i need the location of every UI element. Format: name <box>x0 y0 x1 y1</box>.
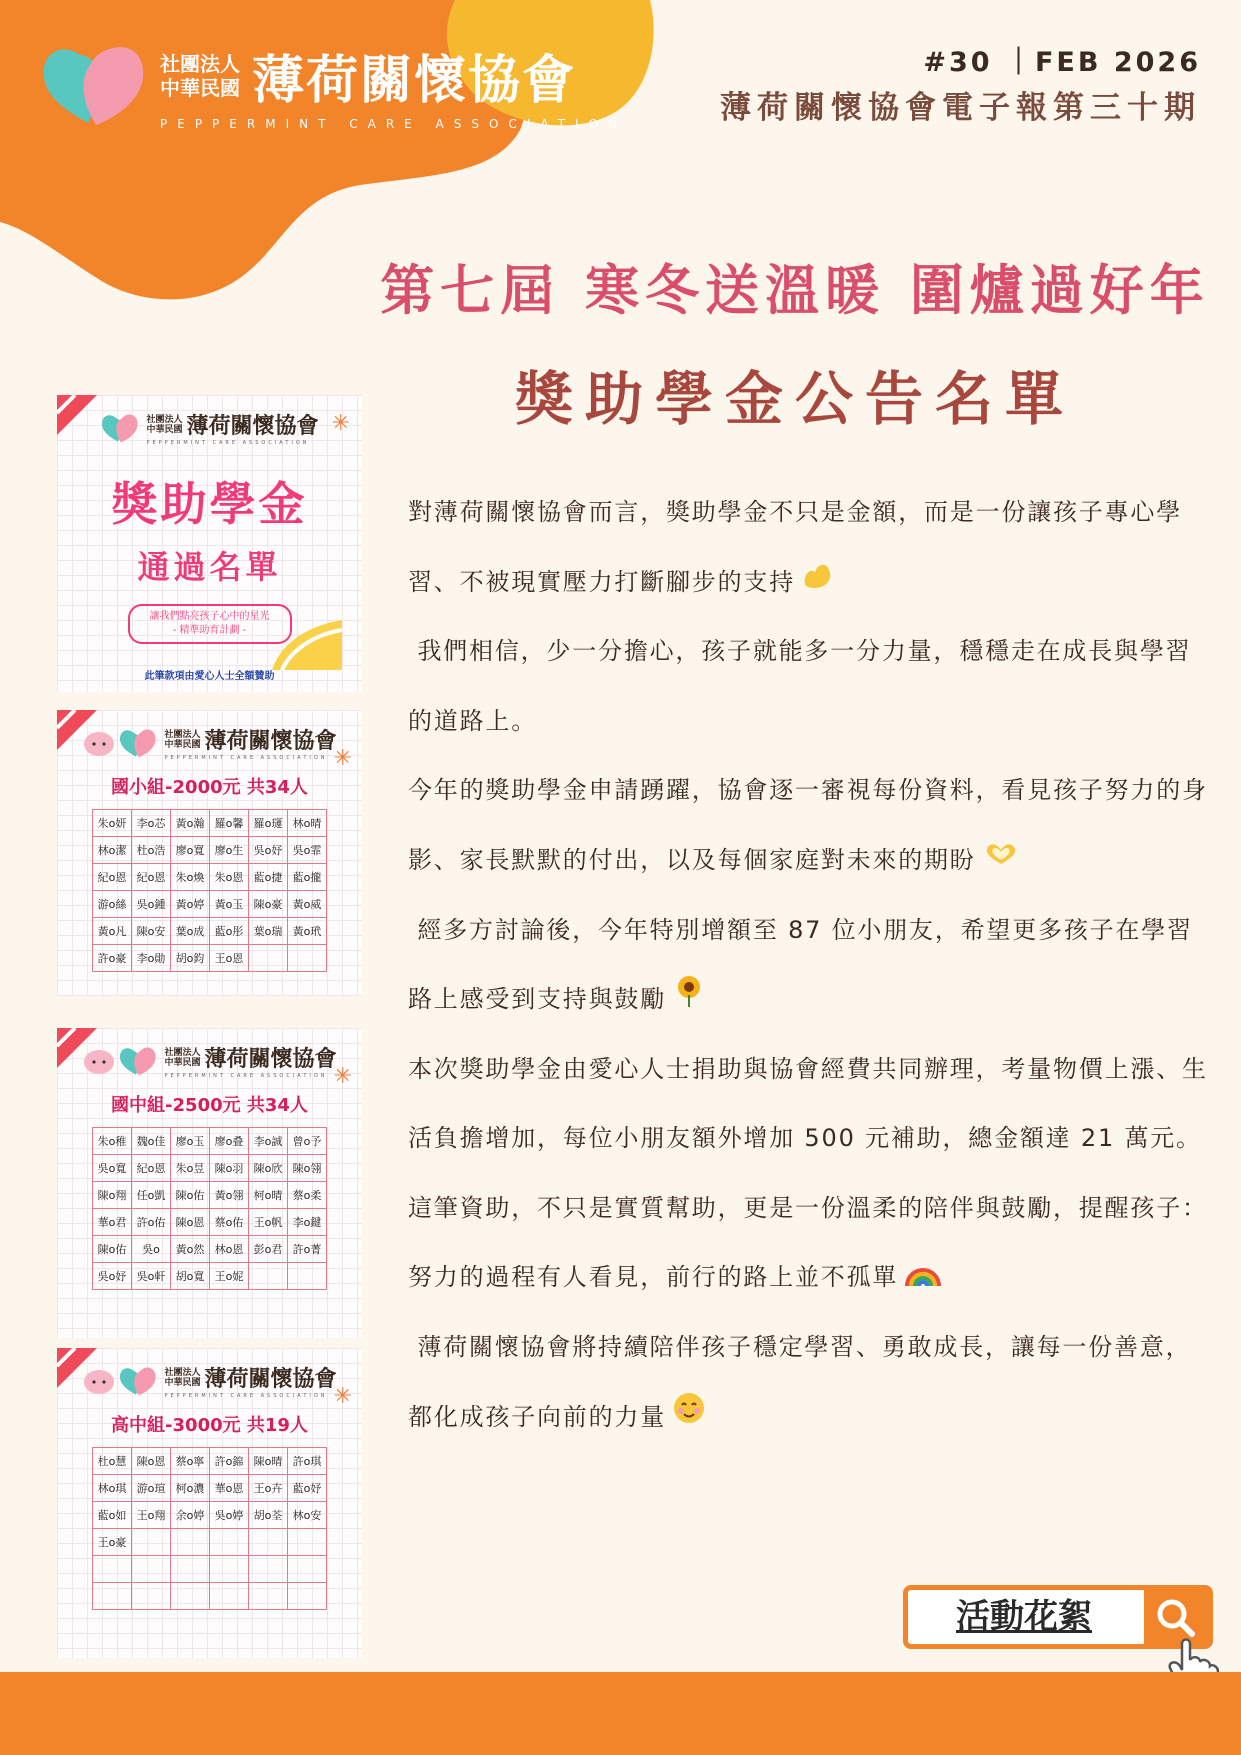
mini-org-prefix2: 中華民國 <box>164 1057 201 1068</box>
cover-pill <box>128 604 292 644</box>
name-cell: 李o誠 <box>249 1128 288 1155</box>
corner-stripes-icon <box>57 710 103 756</box>
name-cell: 許o菁 <box>288 1236 327 1263</box>
issue-subtitle: 薄荷關懷協會電子報第三十期 <box>720 90 1201 126</box>
name-cell: 王o帆 <box>249 1209 288 1236</box>
name-cell: 陳o翎 <box>288 1155 327 1182</box>
name-cell: 陳o佑 <box>93 1236 132 1263</box>
name-cell: 吳o寬 <box>93 1155 132 1182</box>
name-cell: 林o潔 <box>93 837 132 864</box>
name-cell: 陳o恩 <box>132 1448 171 1475</box>
mini-org-name: 薄荷關懷協會 <box>186 414 319 439</box>
table-row <box>93 1182 327 1209</box>
name-cell <box>132 1529 171 1556</box>
paragraph-4: 經多方討論後，今年特別增額至 87 位小朋友，希望更多孩子在學習路上感受到支持與鼓勵 <box>408 896 1214 1035</box>
cover-title: 獎助學金 <box>111 477 308 531</box>
name-cell: 羅o璭 <box>249 810 288 837</box>
org-prefix-line2: 中華民國 <box>160 75 240 100</box>
name-cell: 彭o君 <box>249 1236 288 1263</box>
name-cell: 黃o威 <box>288 891 327 918</box>
cover-card <box>57 395 362 692</box>
sparkle-icon: ✳ <box>331 411 350 436</box>
table-row <box>93 1583 327 1610</box>
sparkle-icon: ✳ <box>333 1384 352 1409</box>
name-cell: 陳o佑 <box>171 1182 210 1209</box>
name-cell: 王o妮 <box>210 1263 249 1290</box>
name-cell: 黃o婷 <box>171 891 210 918</box>
list-card-senior-high <box>57 1348 362 1658</box>
name-cell: 藍o妤 <box>288 1475 327 1502</box>
mini-org-prefix1: 社團法人 <box>146 414 183 425</box>
paragraph-1: 對薄荷關懷協會而言，獎助學金不只是金額，而是一份讓孩子專心學習、不被現實壓力打斷腳步的支持 <box>408 478 1214 617</box>
name-cell: 藍o如 <box>93 1502 132 1529</box>
name-cell: 杜o慧 <box>93 1448 132 1475</box>
name-cell: 許o琪 <box>288 1448 327 1475</box>
cover-pill-line1: 讓我們點亮孩子心中的星光 <box>149 611 270 622</box>
name-cell: 蔡o佑 <box>210 1209 249 1236</box>
name-cell: 蔡o寧 <box>171 1448 210 1475</box>
name-cell <box>171 1583 210 1610</box>
name-cell <box>288 1263 327 1290</box>
name-cell: 黃o翎 <box>210 1182 249 1209</box>
org-prefix-line1: 社團法人 <box>160 51 240 76</box>
name-cell: 紀o恩 <box>132 864 171 891</box>
name-cell: 李o芯 <box>132 810 171 837</box>
name-cell <box>210 1556 249 1583</box>
table-row <box>93 891 327 918</box>
name-cell <box>249 945 288 972</box>
name-cell: 游o絲 <box>93 891 132 918</box>
name-cell <box>93 1556 132 1583</box>
name-cell: 廖o玉 <box>171 1128 210 1155</box>
heart-logo-icon <box>118 728 158 758</box>
name-cell: 葉o瑞 <box>249 918 288 945</box>
name-cell: 柯o濃 <box>171 1475 210 1502</box>
name-cell: 許o佑 <box>132 1209 171 1236</box>
table-row <box>93 1448 327 1475</box>
cover-pill-line2: - 精準助育計劃 - <box>172 625 247 636</box>
page-title: 第七屆 寒冬送溫暖 圍爐過好年 <box>380 259 1210 322</box>
cover-note: 此筆款項由愛心人士全額贊助 <box>144 671 275 682</box>
name-cell: 黃o然 <box>171 1236 210 1263</box>
name-cell: 任o凱 <box>132 1182 171 1209</box>
name-cell: 黃o凡 <box>93 918 132 945</box>
sparkle-icon: ✳ <box>333 1064 352 1089</box>
name-cell: 吳o軒 <box>132 1263 171 1290</box>
name-cell: 林o安 <box>288 1502 327 1529</box>
name-cell: 藍o彤 <box>210 918 249 945</box>
yellow-swoosh-icon <box>272 620 342 670</box>
org-name-en: PEPPERMINT CARE ASSOCIATION <box>160 117 627 131</box>
search-icon <box>1144 1590 1208 1644</box>
name-cell: 李o勛 <box>132 945 171 972</box>
name-cell <box>171 1556 210 1583</box>
name-cell: 余o婷 <box>171 1502 210 1529</box>
name-cell: 王o恩 <box>210 945 249 972</box>
mini-org-prefix2: 中華民國 <box>164 1377 201 1388</box>
table-row <box>93 864 327 891</box>
cover-subtitle: 通過名單 <box>137 548 282 586</box>
name-cell: 陳o豪 <box>249 891 288 918</box>
name-cell: 許o豪 <box>93 945 132 972</box>
paragraph-5: 本次獎助學金由愛心人士捐助與協會經費共同辦理，考量物價上漲、生活負擔增加，每位小朋友額外增加 500 元補助，總金額達 21 萬元。 <box>408 1054 1208 1153</box>
name-cell: 藍o攏 <box>288 864 327 891</box>
org-name: 薄荷關懷協會 <box>252 51 577 111</box>
table-row <box>93 837 327 864</box>
corner-stripes-icon <box>57 1028 103 1074</box>
name-cell: 朱o妍 <box>93 810 132 837</box>
name-cell: 葉o成 <box>171 918 210 945</box>
mini-org-prefix1: 社團法人 <box>164 1367 201 1378</box>
name-cell: 陳o安 <box>132 918 171 945</box>
name-cell: 紀o恩 <box>132 1155 171 1182</box>
name-cell <box>288 1556 327 1583</box>
name-cell: 許o錦 <box>210 1448 249 1475</box>
name-cell <box>132 1556 171 1583</box>
mini-org-en: PEPPERMINT CARE ASSOCIATION <box>146 440 310 446</box>
table-row <box>93 810 327 837</box>
heart-logo-icon <box>40 43 148 127</box>
name-cell: 朱o昱 <box>171 1155 210 1182</box>
name-cell: 朱o恩 <box>210 864 249 891</box>
name-cell: 藍o捷 <box>249 864 288 891</box>
table-row <box>93 1556 327 1583</box>
name-cell <box>249 1583 288 1610</box>
heart-logo-icon <box>118 1046 158 1076</box>
name-cell <box>288 945 327 972</box>
org-logo <box>40 38 627 131</box>
mini-org-en: PEPPERMINT CARE ASSOCIATION <box>164 1073 328 1079</box>
heart-logo-icon <box>118 1366 158 1396</box>
name-cell: 王o豪 <box>93 1529 132 1556</box>
name-cell: 陳o晴 <box>249 1448 288 1475</box>
sunflower-icon <box>672 965 706 1035</box>
mini-org-en: PEPPERMINT CARE ASSOCIATION <box>164 1393 328 1399</box>
list-title: 高中組-3000元 共19人 <box>111 1415 308 1436</box>
name-cell: 吳o妤 <box>249 837 288 864</box>
gallery-search-button[interactable] <box>903 1585 1213 1649</box>
name-cell: 杜o浩 <box>132 837 171 864</box>
table-row <box>93 1209 327 1236</box>
name-cell: 曾o予 <box>288 1128 327 1155</box>
mini-org-prefix1: 社團法人 <box>164 1047 201 1058</box>
name-cell: 黃o瀚 <box>171 810 210 837</box>
name-grid <box>92 1447 327 1610</box>
issue-number: #30 ｜FEB 2026 <box>923 47 1201 78</box>
mini-org-prefix2: 中華民國 <box>164 739 201 750</box>
name-cell: 胡o寬 <box>171 1263 210 1290</box>
name-cell: 林o琪 <box>93 1475 132 1502</box>
name-cell: 游o瑄 <box>132 1475 171 1502</box>
name-grid <box>92 1127 327 1290</box>
list-title: 國中組-2500元 共34人 <box>111 1095 308 1116</box>
name-cell <box>171 1529 210 1556</box>
page-subtitle: 獎助學金公告名單 <box>514 365 1075 433</box>
name-cell: 吳o婷 <box>210 1502 249 1529</box>
name-cell: 廖o寬 <box>171 837 210 864</box>
name-cell <box>249 1529 288 1556</box>
paragraph-3: 今年的獎助學金申請踴躍，協會逐一審視每份資料，看見孩子努力的身影、家長默默的付出，以及每個家庭對未來的期盼 <box>408 756 1214 895</box>
name-cell: 林o晴 <box>288 810 327 837</box>
mini-org-prefix1: 社團法人 <box>164 729 201 740</box>
name-cell: 王o卉 <box>249 1475 288 1502</box>
name-grid <box>92 809 327 972</box>
table-row <box>93 1529 327 1556</box>
list-card-junior-high <box>57 1028 362 1338</box>
name-cell: 朱o煥 <box>171 864 210 891</box>
mini-org-name: 薄荷關懷協會 <box>204 1367 337 1392</box>
name-cell: 胡o荃 <box>249 1502 288 1529</box>
table-row <box>93 1502 327 1529</box>
name-cell: 朱o稚 <box>93 1128 132 1155</box>
mini-org-en: PEPPERMINT CARE ASSOCIATION <box>164 755 328 761</box>
name-cell: 黃o玳 <box>288 918 327 945</box>
muscle-icon <box>801 548 835 618</box>
footer-bar <box>0 1672 1241 1755</box>
name-cell: 胡o鈞 <box>171 945 210 972</box>
name-cell <box>210 1529 249 1556</box>
name-cell: 廖o叠 <box>210 1128 249 1155</box>
mini-org-name: 薄荷關懷協會 <box>204 1047 337 1072</box>
list-title: 國小組-2000元 共34人 <box>111 777 308 798</box>
table-row <box>93 1475 327 1502</box>
name-cell <box>288 1529 327 1556</box>
name-cell <box>132 1583 171 1610</box>
paragraph-6: 這筆資助，不只是實質幫助，更是一份溫柔的陪伴與鼓勵，提醒孩子：努力的過程有人看見，前行的路上並不孤單 <box>408 1174 1214 1313</box>
name-cell: 吳o鍾 <box>132 891 171 918</box>
heart-hands-icon <box>982 826 1020 896</box>
table-row <box>93 918 327 945</box>
name-cell: 紀o恩 <box>93 864 132 891</box>
name-cell: 華o恩 <box>210 1475 249 1502</box>
name-cell: 王o翔 <box>132 1502 171 1529</box>
name-cell: 林o恩 <box>210 1236 249 1263</box>
name-cell: 黃o玉 <box>210 891 249 918</box>
name-cell <box>93 1583 132 1610</box>
name-cell: 魏o佳 <box>132 1128 171 1155</box>
name-cell: 李o鍵 <box>288 1209 327 1236</box>
mini-org-prefix2: 中華民國 <box>146 424 183 435</box>
mini-org-name: 薄荷關懷協會 <box>204 729 337 754</box>
name-cell: 陳o羽 <box>210 1155 249 1182</box>
sparkle-icon: ✳ <box>333 746 352 771</box>
table-row <box>93 1155 327 1182</box>
smile-icon <box>672 1383 706 1453</box>
name-cell: 吳o妤 <box>93 1263 132 1290</box>
name-cell: 華o君 <box>93 1209 132 1236</box>
name-cell: 吳o <box>132 1236 171 1263</box>
name-cell: 陳o翔 <box>93 1182 132 1209</box>
paragraph-2: 我們相信，少一分擔心，孩子就能多一分力量，穩穩走在成長與學習的道路上。 <box>408 637 1192 735</box>
list-card-elementary <box>57 710 362 996</box>
name-cell: 蔡o柔 <box>288 1182 327 1209</box>
name-cell: 羅o馨 <box>210 810 249 837</box>
corner-stripes-icon <box>57 1348 103 1394</box>
article-body <box>408 478 1214 1452</box>
name-cell: 陳o恩 <box>171 1209 210 1236</box>
corner-stripes-icon <box>57 395 103 441</box>
heart-logo-icon <box>100 413 140 443</box>
table-row <box>93 1263 327 1290</box>
table-row <box>93 1128 327 1155</box>
table-row <box>93 1236 327 1263</box>
name-cell: 吳o霏 <box>288 837 327 864</box>
name-cell <box>210 1583 249 1610</box>
gallery-button-label: 活動花絮 <box>956 1597 1092 1637</box>
name-cell <box>249 1263 288 1290</box>
paragraph-7: 薄荷關懷協會將持續陪伴孩子穩定學習、勇敢成長，讓每一份善意，都化成孩子向前的力量 <box>408 1313 1214 1452</box>
table-row <box>93 945 327 972</box>
name-cell: 陳o欣 <box>249 1155 288 1182</box>
name-cell <box>288 1583 327 1610</box>
name-cell: 廖o生 <box>210 837 249 864</box>
name-cell: 柯o晴 <box>249 1182 288 1209</box>
name-cell <box>249 1556 288 1583</box>
rainbow-icon <box>904 1244 942 1314</box>
